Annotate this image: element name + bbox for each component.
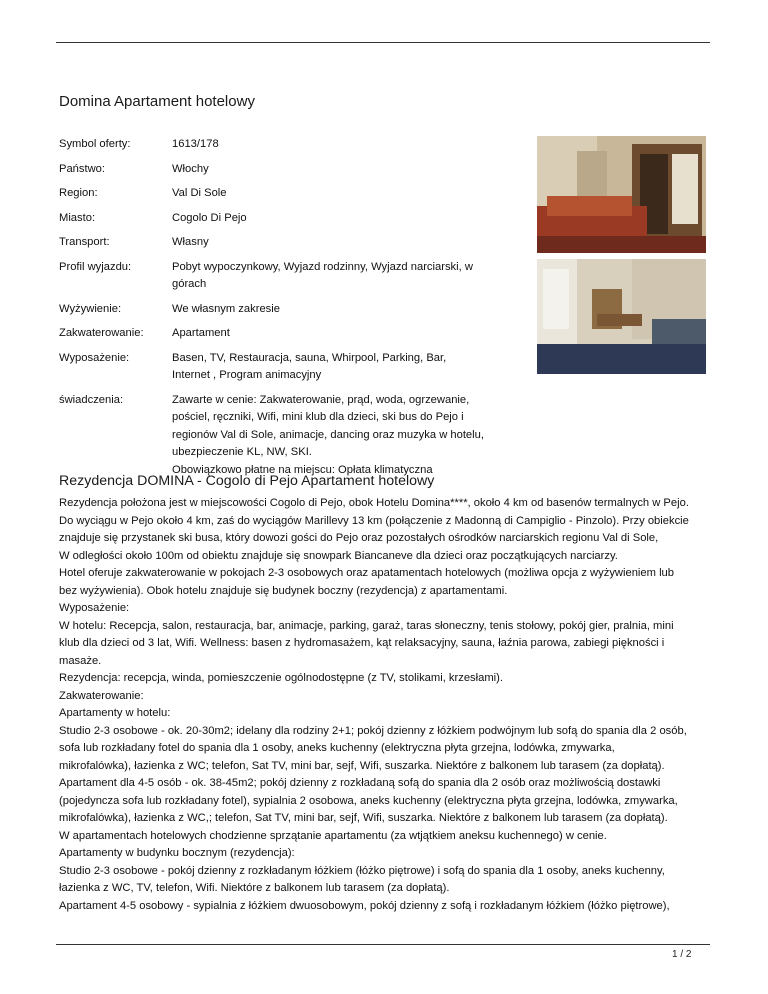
- footer-rule: [56, 944, 710, 945]
- room-photo-bedroom: [537, 136, 706, 253]
- text-line: W apartamentach hotelowych chodzienne sprzątanie apartamentu (za wtjątkiem aneksu kuchennego) w cenie.: [59, 829, 607, 842]
- text-line: łazienka z WC, TV, telefon, Wifi. Niektóre z balkonem lub tarasem (za dopłatą).: [59, 882, 450, 894]
- text-line: znajduje się przystanek ski busa, który dowozi gości do Pejo oraz pozostałych ośrodków narciarskich regionu Val di Sole,: [59, 532, 659, 544]
- fact-label: Wyposażenie:: [59, 351, 130, 364]
- fact-label: Państwo:: [59, 162, 106, 175]
- fact-value-line: Basen, TV, Restauracja, sauna, Whirpool, Parking, Bar,: [172, 351, 447, 364]
- text-line: mikrofalówka), łazienka z WC; telefon, Sat TV, mini bar, sejf, Wifi, suszarka. Niektóre z balkonem lub tarasem (za dopłatą).: [59, 759, 665, 772]
- fact-value: [172, 259, 512, 294]
- fact-row: [59, 136, 529, 154]
- fact-value-line: Włochy: [172, 162, 209, 175]
- fact-value: [172, 325, 512, 343]
- fact-value-line: Własny: [172, 236, 209, 248]
- header-rule: [56, 42, 710, 43]
- text-line: Do wyciągu w Pejo około 4 km, zaś do wyciągów Marillevy 13 km (połączenie z Madonną di Campiglio - Pinzolo). Przy obiekcie: [59, 514, 689, 527]
- text-line: W hotelu: Recepcja, salon, restauracja, bar, animacje, parking, garaż, taras słoneczny, tenis stołowy, pokój gier, pralnia, mini: [59, 619, 674, 632]
- fact-value-line: Obowiązkowo płatne na miejscu: Opłata klimatyczna: [172, 463, 433, 476]
- page-number: 1 / 2: [672, 949, 692, 960]
- fact-value-line: pościel, ręczniki, Wifi, mini klub dla dzieci, ski bus do Pejo i: [172, 411, 464, 423]
- fact-value-line: górach: [172, 278, 207, 290]
- text-line: Studio 2-3 osobowe - pokój dzienny z rozkładanym łóżkiem (łóżko piętrowe) i sofą do spania dla 1 osoby, aneks kuchenny,: [59, 864, 665, 877]
- text-line: masaże.: [59, 654, 102, 667]
- description-text: [59, 495, 719, 915]
- fact-value: [172, 350, 512, 385]
- fact-label: Region:: [59, 187, 98, 199]
- fact-value: [172, 185, 512, 203]
- fact-value-line: Apartament: [172, 327, 230, 339]
- text-line: mikrofalówka), łazienka z WC,; telefon, Sat TV, mini bar, sejf, Wifi, suszarka. Niektóre z balkonem lub tarasem (za dopłatą).: [59, 812, 668, 824]
- fact-label: Zakwaterowanie:: [59, 327, 144, 339]
- fact-label: Transport:: [59, 236, 110, 248]
- section-heading: Rezydencja DOMINA - Cogolo di Pejo Apartament hotelowy: [59, 473, 435, 489]
- fact-row: [59, 234, 529, 252]
- fact-value-line: Zawarte w cenie: Zakwaterowanie, prąd, woda, ogrzewanie,: [172, 393, 470, 406]
- text-line: Rezydencja położona jest w miejscowości Cogolo di Pejo, obok Hotelu Domina****, około 4 km od basenów termalnych w Pejo.: [59, 497, 689, 509]
- page-title: Domina Apartament hotelowy: [59, 93, 255, 110]
- text-line: sofa lub rozkładany fotel do spania dla 1 osoby, aneks kuchenny (elektryczna płyta grzejna, lodówka, zmywarka,: [59, 742, 615, 754]
- fact-label: Miasto:: [59, 211, 96, 224]
- text-line: Apartament dla 4-5 osób - ok. 38-45m2; pokój dzienny z rozkładaną sofą do spania dla 2 osób oraz możliwością dostawki: [59, 777, 661, 789]
- text-line: Hotel oferuje zakwaterowanie w pokojach 2-3 osobowych oraz apatamentach hotelowych (możliwa opcja z wyżywieniem lub: [59, 567, 674, 579]
- fact-label: Symbol oferty:: [59, 138, 131, 150]
- text-line: Studio 2-3 osobowe - ok. 20-30m2; idelany dla rodziny 2+1; pokój dzienny z łóżkiem podwójnym lub sofą do spania dla 2 osób,: [59, 724, 687, 737]
- fact-value-line: ubezpieczenie KL, NW, SKI.: [172, 446, 312, 458]
- text-line: Rezydencja: recepcja, winda, pomieszczenie ogólnodostępne (z TV, stolikami, krzesłami).: [59, 672, 503, 684]
- text-line: W odległości około 100m od obiektu znajduje się snowpark Biancaneve dla dzieci oraz początkujących narciarzy.: [59, 549, 618, 562]
- room-photo-living-room: [537, 259, 706, 374]
- fact-row: [59, 325, 529, 343]
- fact-label: świadczenia:: [59, 393, 124, 406]
- fact-row: [59, 210, 529, 228]
- text-line: Apartamenty w budynku bocznym (rezydencja):: [59, 847, 295, 859]
- fact-row: [59, 392, 529, 480]
- text-line: Wyposażenie:: [59, 602, 130, 614]
- fact-value-line: Cogolo Di Pejo: [172, 211, 247, 224]
- text-line: Apartament 4-5 osobowy - sypialnia z łóżkiem dwuosobowym, pokój dzienny z sofą i rozkładanym łóżkiem (łóżko piętrowe),: [59, 899, 670, 912]
- text-line: bez wyżywienia). Obok hotelu znajduje się budynek boczny (rezydencja) z apartamentami.: [59, 584, 508, 597]
- text-line: Zakwaterowanie:: [59, 689, 144, 702]
- fact-value-line: Internet , Program animacyjny: [172, 369, 322, 381]
- fact-value: [172, 234, 512, 252]
- fact-value: [172, 136, 512, 154]
- fact-row: [59, 301, 529, 319]
- fact-value-line: regionów Val di Sole, animacje, dancing oraz muzyka w hotelu,: [172, 428, 484, 441]
- text-line: (pojedyncza sofa lub rozkładany fotel), sypialnia 2 osobowa, aneks kuchenny (elektryczna płyta grzejna, lodówka, zmywarka,: [59, 794, 678, 807]
- fact-value: [172, 392, 512, 480]
- fact-value-line: 1613/178: [172, 138, 219, 150]
- fact-row: [59, 259, 529, 294]
- offer-facts-table: [59, 136, 529, 479]
- text-line: klub dla dzieci od 3 lat, Wifi. Wellness: basen z hydromasażem, kąt relaksacyjny, sauna, łaźnia parowa, zabiegi piękności i: [59, 637, 665, 649]
- fact-row: [59, 161, 529, 179]
- fact-row: [59, 350, 529, 385]
- text-line: Apartamenty w hotelu:: [59, 707, 171, 719]
- fact-row: [59, 185, 529, 203]
- fact-value: [172, 301, 512, 319]
- fact-value-line: Val Di Sole: [172, 187, 227, 199]
- fact-label: Profil wyjazdu:: [59, 260, 132, 273]
- fact-value: [172, 161, 512, 179]
- fact-value-line: We własnym zakresie: [172, 302, 280, 315]
- fact-label: Wyżywienie:: [59, 302, 122, 315]
- fact-value: [172, 210, 512, 228]
- fact-value-line: Pobyt wypoczynkowy, Wyjazd rodzinny, Wyjazd narciarski, w: [172, 260, 473, 273]
